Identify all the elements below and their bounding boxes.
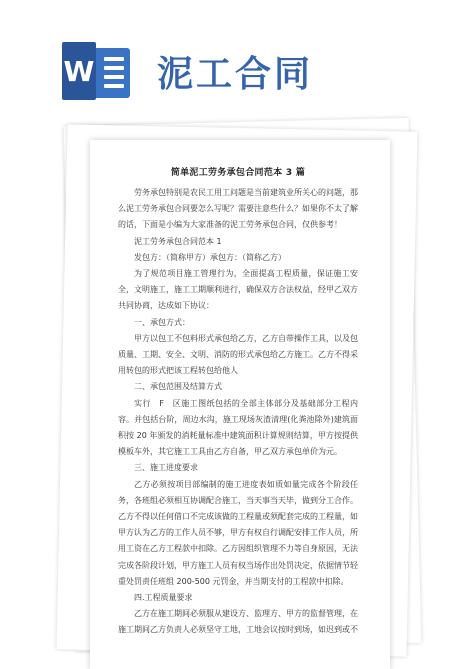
document-title: 简单泥工劳务承包合同范本 3 篇: [170, 168, 306, 178]
paragraph-heading: 泥工劳务承包合同范本 1: [134, 236, 222, 246]
paragraph-body: 乙方在施工期间必须服从建设方、监理方、甲方的监督管理，在施工期间乙方负责人必须坚守工地，工地会议按时到场，如迟到或不: [118, 609, 358, 635]
word-icon: [62, 42, 130, 100]
document-page: [90, 140, 390, 669]
section-heading: 四.工程质量要求: [134, 593, 193, 603]
paragraph-body: 甲方以包工不包料形式承包给乙方，乙方自带操作工具，以及包质量、工期、安全、文明、消防的形式承包给乙方施工。乙方不得采用转包的形式把该工程转包给他人: [118, 333, 358, 376]
paragraph-body: 实行 F 区施工图纸包括的全部主体部分及基础部分工程内容。并包括台阶，周边水沟，施工现场灰渣清理(化粪池除外)建筑面积按 20 年颁发的消耗量标准中建筑面积计算规则结算，甲方按提供模板车外，其它施工工具由乙方自备，甲乙双方承包单价为元。: [118, 398, 358, 457]
paragraph-parties: 发包方：（简称甲方）承包方：（简称乙方）: [134, 252, 286, 262]
section-heading: 三、施工进度要求: [134, 463, 198, 473]
paragraph-intro: 劳务承包特别是农民工用工问题是当前建筑业所关心的问题，那么泥工劳务承包合同要怎么写呢？需要注意些什么？如果你不太了解的话，下面是小编为大家准备的泥工劳务承包合同，仅供参考！: [118, 188, 358, 230]
paragraph-body: 乙方必须按项目部编制的施工进度表如质如量完成各个阶段任务，各班组必须相互协调配合施工，当天事当天毕，做到分工合作。乙方不得以任何借口不完成该做的工程量或须配套完成的工程量，如甲方认为乙方的工作人员不够，甲方有权自行调配安排工作人员，所用工资在乙方工程款中扣除。乙方因组织管理不力等自身原因，无法完成各阶段计划，甲方施工人员有权当场作出处罚决定，依据情节轻重处罚责任班组 200-500 元罚金，并当期支付的工程款中扣除。: [118, 479, 358, 586]
paragraph-purpose: 为了规范项目施工管理行为，全面提高工程质量，保证施工安全，文明施工，施工工期顺利进行，确保双方合法权益，经甲乙双方共同协商，达成如下协议：: [118, 269, 358, 311]
word-icon-letter: W: [62, 42, 96, 100]
section-heading: 二、承包范围及结算方式: [134, 382, 222, 392]
section-heading: 一、承包方式：: [134, 317, 190, 327]
document-content: [118, 165, 358, 639]
header-title: 泥工合同: [157, 54, 314, 95]
